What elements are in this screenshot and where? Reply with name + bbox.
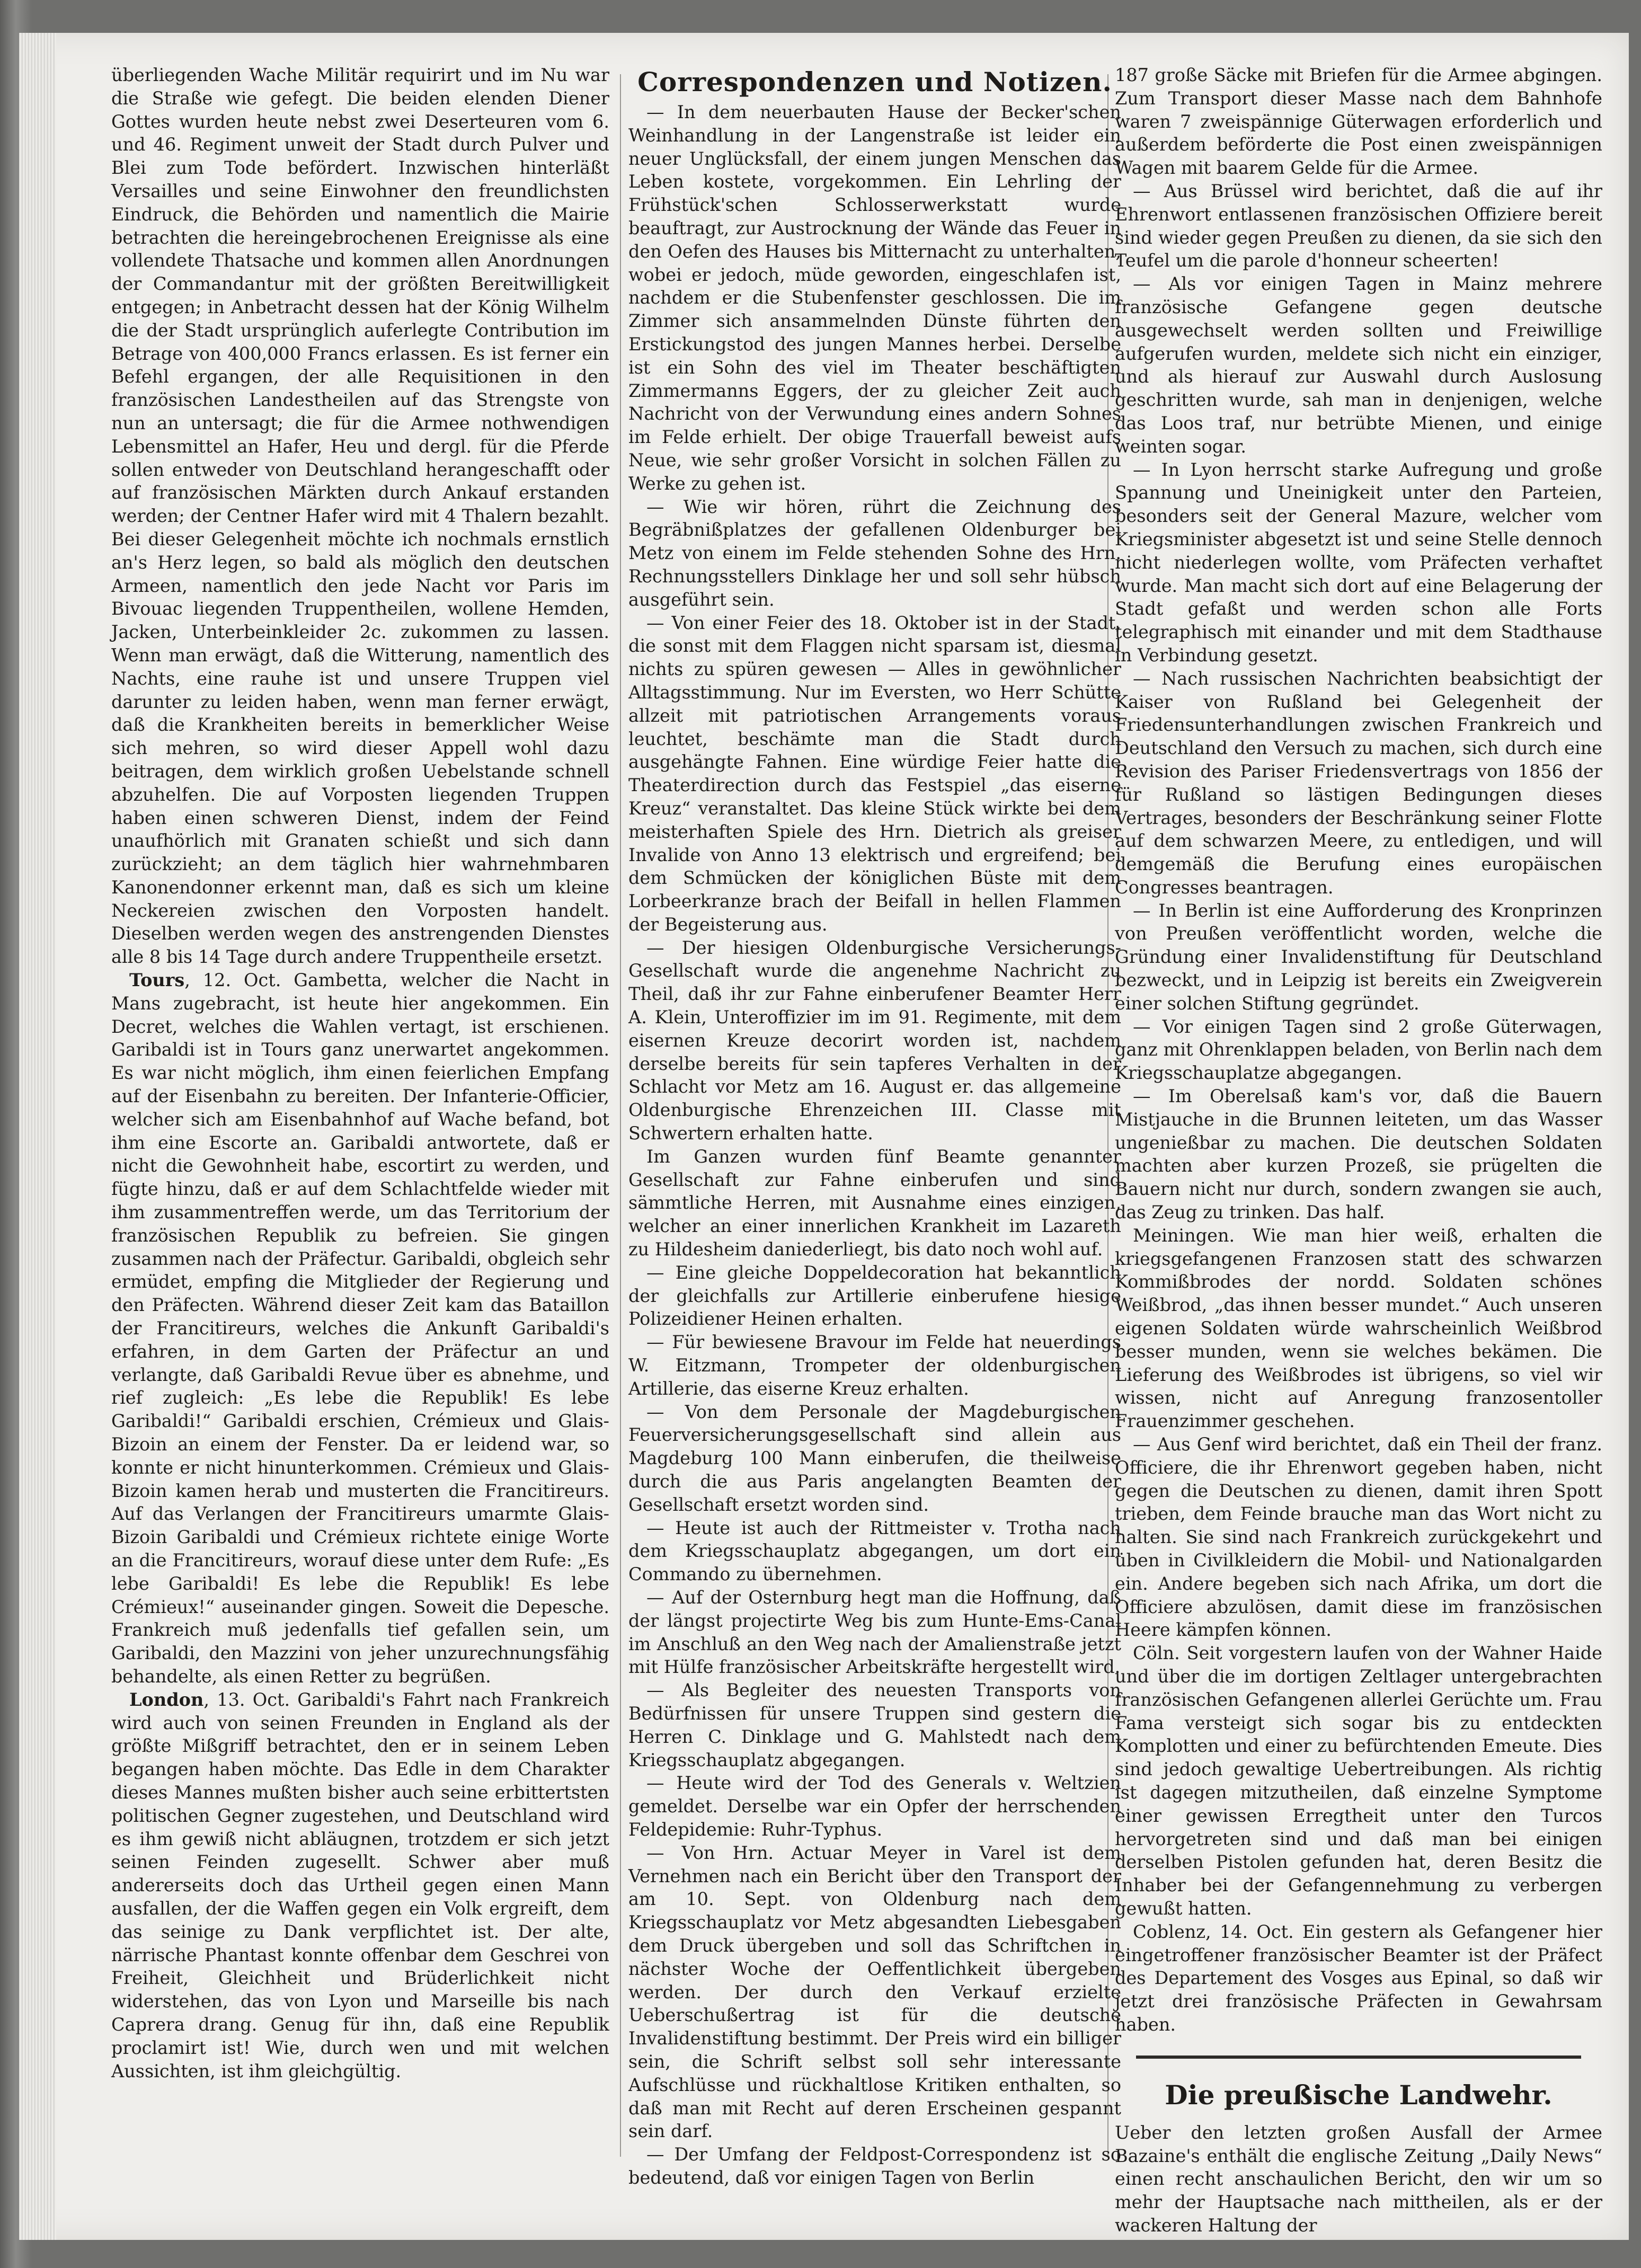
binding-spine [19, 33, 56, 2240]
notice: — Aus Brüssel wird berichtet, daß die auf ihr Ehrenwort entlassenen französischen Offiziere bereit sind wieder gegen Preußen zu dienen, da sie sich den Teufel um die parole d'honneur scheerten! [1115, 180, 1602, 271]
article-london [111, 1688, 609, 2083]
notice: — Auf der Osternburg hegt man die Hoffnung, daß der längst projectirte Weg bis zum Hunte-Ems-Canal im Anschluß an den Weg nach der Amalienstraße jetzt mit Hülfe französischer Arbeitskräfte hergestellt wird. [628, 1587, 1121, 1678]
notice: — Der Umfang der Feldpost-Correspondenz ist so bedeutend, daß vor einigen Tagen von Berlin [628, 2144, 1121, 2188]
notice: Coblenz, 14. Oct. Ein gestern als Gefangener hier eingetroffener französischer Beamter ist der Präfect des Departement des Vosges aus Epinal, so daß wir jetzt drei französische Präfecten in Gewahrsam haben. [1115, 1921, 1602, 2035]
notice: Im Ganzen wurden fünf Beamte genannter Gesellschaft zur Fahne einberufen und sind sämmtliche Herren, mit Ausnahme eines einzigen, welcher an einer innerlichen Krankheit im Lazareth zu Hildesheim daniederliegt, bis dato noch wohl auf. [628, 1146, 1121, 1260]
notice: — Heute ist auch der Rittmeister v. Trotha nach dem Kriegsschauplatz abgegangen, um dort ein Commando zu übernehmen. [628, 1517, 1121, 1585]
dateline-place: Tours [129, 970, 185, 991]
notice: Cöln. Seit vorgestern laufen von der Wahner Haide und über die im dortigen Zeltlager untergebrachten französischen Gefangenen allerlei Gerüchte um. Frau Fama versteigt sich sogar bis zu entdeckten Komplotten und einer zu befürchtenden Emeute. Dies sind jedoch gewaltige Uebertreibungen. Als richtig ist dagegen mitzutheilen, daß einzelne Symptome einer gewissen Erregtheit unter den Turcos hervorgetreten sind und daß man bei einigen derselben Pistolen gefunden hat, deren Besitz die Inhaber bei der Gefangennehmung zu verbergen gewußt hatten. [1115, 1643, 1602, 1919]
notice: — Wie wir hören, rührt die Zeichnung des Begräbnißplatzes der gefallenen Oldenburger bei Metz von einem im Felde stehenden Sohne des Hrn. Rechnungsstellers Dinklage her und soll sehr hübsch ausgeführt sein. [628, 496, 1121, 610]
notice: — Von dem Personale der Magdeburgischen Feuerversicherungsgesellschaft sind allein aus Magdeburg 100 Mann einberufen, die theilweise durch die aus Paris angelangten Beamten der Gesellschaft ersetzt worden sind. [628, 1401, 1121, 1515]
notice: — Nach russischen Nachrichten beabsichtigt der Kaiser von Rußland bei Gelegenheit der Friedensunterhandlungen zwischen Frankreich und Deutschland den Versuch zu machen, sich durch eine Revision des Pariser Friedensvertrags von 1856 der für Rußland so lästigen Bedingungen dieses Vertrages, besonders der Beschränkung seiner Flotte auf dem schwarzen Meere, zu entledigen, und will demgemäß die Berufung eines europäischen Congresses beantragen. [1115, 668, 1602, 898]
section-divider [1136, 2056, 1581, 2059]
notice: 187 große Säcke mit Briefen für die Armee abgingen. Zum Transport dieser Masse nach dem Bahnhofe waren 7 zweispännige Güterwagen erforderlich und außerdem beförderte die Post einen zweispännigen Wagen mit baarem Gelde für die Armee. [1115, 65, 1602, 179]
dateline-place: London [129, 1689, 204, 1710]
notice: — In Lyon herrscht starke Aufregung und große Spannung und Uneinigkeit unter den Parteien, besonders seit der General Mazure, welcher vom Kriegsminister abgesetzt ist und seine Stelle dennoch nicht niederlegen wollte, vom Präfecten verhaftet wurde. Man macht sich dort auf eine Belagerung der Stadt gefaßt und werden schon alle Forts telegraphisch mit einander und mit dem Stadthause in Verbindung gesetzt. [1115, 459, 1602, 666]
article-tours [111, 969, 609, 1688]
notice: — Von Hrn. Actuar Meyer in Varel ist dem Vernehmen nach ein Bericht über den Transport der am 10. Sept. von Oldenburg nach dem Kriegsschauplatz vor Metz abgesandten Liebesgaben dem Druck übergeben und soll das Schriftchen in nächster Woche der Oeffentlichkeit übergeben werden. Der durch den Verkauf erzielte Ueberschußertrag ist für die deutsche Invalidenstiftung bestimmt. Der Preis wird ein billiger sein, die Schrift selbst soll sehr interessante Aufschlüsse und rückhaltlose Kritiken enthalten, so daß man mit Recht auf deren Erscheinen gespannt sein darf. [628, 1842, 1121, 2142]
notice: — Aus Genf wird berichtet, daß ein Theil der franz. Officiere, die ihr Ehrenwort gegeben haben, nicht gegen die Deutschen zu dienen, damit ihren Spott trieben, dem Feinde brauche man das Wort nicht zu halten. Sie sind nach Frankreich zurückgekehrt und üben in Civilkleidern die Mobil- und Nationalgarden ein. Andere begeben sich nach Afrika, um dort die Officiere abzulösen, damit diese im französischen Heere kämpfen können. [1115, 1434, 1602, 1641]
column-rule [620, 74, 621, 2157]
notice: — Für bewiesene Bravour im Felde hat neuerdings W. Eitzmann, Trompeter der oldenburgischen Artillerie, das eiserne Kreuz erhalten. [628, 1332, 1121, 1399]
notice: — Eine gleiche Doppeldecoration hat bekanntlich der gleichfalls zur Artillerie einberufene hiesige Polizeidiener Heinen erhalten. [628, 1262, 1121, 1330]
article-paragraph: überliegenden Wache Militär requirirt und im Nu war die Straße wie gefegt. Die beiden elenden Diener Gottes wurden heute nebst zwei Deserteuren vom 6. und 46. Regiment unweit der Stadt durch Pulver und Blei zum Tode befördert. Inzwischen hinterläßt Versailles und seine Einwohner den freundlichsten Eindruck, die Behörden und namentlich die Mairie betrachten die hereingebrochenen Ereignisse als eine vollendete Thatsache und kommen allen Anordnungen der Commandantur mit der größten Bereitwilligkeit entgegen; in Anbetracht dessen hat der König Wilhelm die der Stadt ursprünglich auferlegte Contribution im Betrage von 400,000 Francs erlassen. Es ist ferner ein Befehl ergangen, der alle Requisitionen in den französischen Landestheilen auf das Strengste von nun an untersagt; die für die Armee nothwendigen Lebensmittel an Hafer, Heu und dergl. für die Pferde sollen entweder von Deutschland herangeschafft oder auf französischen Märkten durch Ankauf erstanden werden; der Centner Hafer wird mit 4 Thalern bezahlt. Bei dieser Gelegenheit möchte ich nochmals ernstlich an's Herz legen, so bald als möglich den deutschen Armeen, namentlich den jede Nacht vor Paris im Bivouac liegenden Truppentheilen, wollene Hemden, Jacken, Unterbeinkleider 2c. zukommen zu lassen. Wenn man erwägt, daß die Witterung, namentlich des Nachts, eine rauhe ist und unsere Truppen viel darunter zu leiden haben, wenn man ferner erwägt, daß die Krankheiten bereits in bemerklicher Weise sich mehren, so wird dieser Appell wohl dazu beitragen, dem wirklich großen Uebelstande schnell abzuhelfen. Die auf Vorposten liegenden Truppen haben einen schweren Dienst, indem der Feind unaufhörlich mit Granaten schießt und sich dann zurückzieht; an dem täglich hier wahrnehmbaren Kanonendonner erkennt man, daß es sich um kleine Neckereien zwischen den Vorposten handelt. Dieselben werden wegen des anstrengenden Dienstes alle 8 bis 14 Tage durch andere Truppentheile ersetzt. [111, 65, 609, 968]
article-paragraph: Ueber den letzten großen Ausfall der Armee Bazaine's enthält die englische Zeitung „Daily News“ einen recht anschaulichen Bericht, den wir um so mehr der Hauptsache nach mittheilen, als er der wackeren Haltung der [1115, 2122, 1602, 2236]
notice: — Von einer Feier des 18. Oktober ist in der Stadt, die sonst mit dem Flaggen nicht sparsam ist, diesmal nichts zu spüren gewesen — Alles in gewöhnlicher Alltagsstimmung. Nur im Eversten, wo Herr Schütte allzeit mit patriotischen Arrangements voraus leuchtet, beschämte man die Stadt durch ausgehängte Fahnen. Eine würdige Feier hatte die Theaterdirection durch das Festspiel „das eiserne Kreuz“ veranstaltet. Das kleine Stück wirkte bei dem meisterhaften Spiele des Hrn. Dietrich als greiser Invalide von Anno 13 elektrisch und ergreifend; bei dem Schmücken der königlichen Büste mit dem Lorbeerkranze brach der Beifall in hellen Flammen der Begeisterung aus. [628, 612, 1121, 935]
notice: — Heute wird der Tod des Generals v. Weltzien gemeldet. Derselbe war ein Opfer der herrschenden Feldepidemie: Ruhr-Typhus. [628, 1773, 1121, 1840]
column-middle [628, 64, 1121, 2194]
article-text: , 13. Oct. Garibaldi's Fahrt nach Frankreich wird auch von seinen Freunden in England als der größte Mißgriff betrachtet, den er in seinem Leben begangen haben möchte. Das Edle in dem Charakter dieses Mannes mußten bisher auch seine erbittertsten politischen Gegner zugestehen, und Deutschland wird es ihm gewiß nicht abläugnen, trotzdem er sich jetzt seinen Feinden zugesellt. Schwer aber muß andererseits doch das Urtheil gegen einen Mann ausfallen, der die Waffen gegen ein Volk ergreift, dem das seinige zu Dank verpflichtet ist. Der alte, närrische Phantast konnte offenbar dem Geschrei von Freiheit, Gleichheit und Brüderlichkeit nicht widerstehen, das von Lyon und Marseille bis nach Caprera drang. Genug für ihn, daß eine Republik proclamirt ist! Wie, durch wen und mit welchen Aussichten, ist ihm gleichgültig. [111, 1689, 609, 2081]
article-text: , 12. Oct. Gambetta, welcher die Nacht in Mans zugebracht, ist heute hier angekommen. Ein Decret, welches die Wahlen vertagt, ist erschienen. Garibaldi ist in Tours ganz unerwartet angekommen. Es war nicht möglich, ihm einen feierlichen Empfang auf der Eisenbahn zu bereiten. Der Infanterie-Officier, welcher sich am Eisenbahnhof auf Wache befand, bot ihm eine Escorte an. Garibaldi antwortete, daß er nicht die Gewohnheit habe, escortirt zu werden, und fügte hinzu, daß er auf dem Schlachtfelde wieder mit ihm zusammentreffen werde, um das Territorium der französischen Republik zu befreien. Sie gingen zusammen nach der Präfectur. Garibaldi, obgleich sehr ermüdet, empfing die Mitglieder der Regierung und den Präfecten. Während dieser Zeit kam das Bataillon der Francitireurs, welches die Ankunft Garibaldi's erfahren, in dem Garten der Präfectur an und verlangte, daß Garibaldi Revue über es abnehme, und rief zugleich: „Es lebe die Republik! Es lebe Garibaldi!“ Garibaldi erschien, Crémieux und Glais-Bizoin an einem der Fenster. Da er leidend war, so konnte er nicht hinunterkommen. Crémieux und Glais-Bizoin kamen herab und musterten die Francitireurs. Auf das Verlangen der Francitireurs umarmte Glais-Bizoin Garibaldi und Crémieux richtete einige Worte an die Francitireurs, worauf diese unter dem Rufe: „Es lebe Garibaldi! Es lebe die Republik! Es lebe Crémieux!“ auseinander gingen. Soweit die Depesche. Frankreich muß jedenfalls tief gefallen sein, um Garibaldi, den Mazzini von jeher unzurechnungsfähig behandelte, als einen Retter zu begrüßen. [111, 970, 609, 1687]
article-heading: Die preußische Landwehr. [1165, 2079, 1553, 2111]
notice: — Als Begleiter des neuesten Transports von Bedürfnissen für unsere Truppen sind gestern die Herren C. Dinklage und G. Mahlstedt nach dem Kriegsschauplatz abgegangen. [628, 1680, 1121, 1770]
section-heading: Correspondenzen und Notizen. [637, 66, 1112, 98]
notice: — Im Oberelsaß kam's vor, daß die Bauern Mistjauche in die Brunnen leiteten, um das Wasser ungenießbar zu machen. Die deutschen Soldaten machten aber kurzen Prozeß, sie prügelten die Bauern nicht nur durch, sondern zwangen sie auch, das Zeug zu trinken. Das half. [1115, 1086, 1602, 1223]
notice: Meiningen. Wie man hier weiß, erhalten die kriegsgefangenen Franzosen statt des schwarzen Kommißbrodes der nordd. Soldaten schönes Weißbrod, „das ihnen besser mundet.“ Auch unseren eigenen Soldaten würde wahrscheinlich Weißbrod besser munden, wenn sie welches bekämen. Die Lieferung des Weißbrodes ist übrigens, so viel wir wissen, nicht auf Anregung franzosentoller Frauenzimmer geschehen. [1115, 1225, 1602, 1432]
notice: — In dem neuerbauten Hause der Becker'schen Weinhandlung in der Langenstraße ist leider ein neuer Unglücksfall, der einem jungen Menschen das Leben kostete, vorgekommen. Ein Lehrling der Frühstück'schen Schlosserwerkstatt wurde beauftragt, zur Austrocknung der Wände das Feuer in den Oefen des Hauses bis Mitternacht zu unterhalten, wobei er jedoch, müde geworden, eingeschlafen ist, nachdem er die Stubenfenster geschlossen. Die im Zimmer sich ansammelnden Dünste führten den Erstickungstod des jungen Mannes herbei. Derselbe ist ein Sohn des viel im Theater beschäftigten Zimmermanns Eggers, der zu gleicher Zeit auch Nachricht von der Verwundung eines andern Sohnes im Felde erhielt. Der obige Trauerfall beweist aufs Neue, wie sehr großer Vorsicht in solchen Fällen zu Werke zu gehen ist. [628, 102, 1121, 494]
notice: — In Berlin ist eine Aufforderung des Kronprinzen von Preußen veröffentlicht worden, welche die Gründung einer Invalidenstiftung für Deutschland bezweckt, und in Leipzig ist bereits ein Zweigverein einer solchen Stiftung gegründet. [1115, 900, 1602, 1014]
notice: — Als vor einigen Tagen in Mainz mehrere französische Gefangene gegen deutsche ausgewechselt werden sollten und Freiwillige aufgerufen wurden, meldete sich nicht ein einziger, und als hierauf zur Auswahl durch Auslosung geschritten wurde, sah man in denjenigen, welche das Loos traf, nur betrübte Mienen, und einige weinten sogar. [1115, 273, 1602, 457]
notice: — Vor einigen Tagen sind 2 große Güterwagen, ganz mit Ohrenklappen beladen, von Berlin nach dem Kriegsschauplatze abgegangen. [1115, 1016, 1602, 1084]
notice: — Der hiesigen Oldenburgische Versicherungs-Gesellschaft wurde die angenehme Nachricht zu Theil, daß ihr zur Fahne einberufener Beamter Herr A. Klein, Unteroffizier im im 91. Regimente, mit dem eisernen Kreuze decorirt worden ist, nachdem derselbe bereits für sein tapferes Verhalten in der Schlacht vor Metz am 16. August er. das allgemeine Oldenburgische Ehrenzeichen III. Classe mit Schwertern erhalten hatte. [628, 937, 1121, 1144]
column-left [111, 64, 609, 2183]
column-right [1115, 64, 1602, 2236]
